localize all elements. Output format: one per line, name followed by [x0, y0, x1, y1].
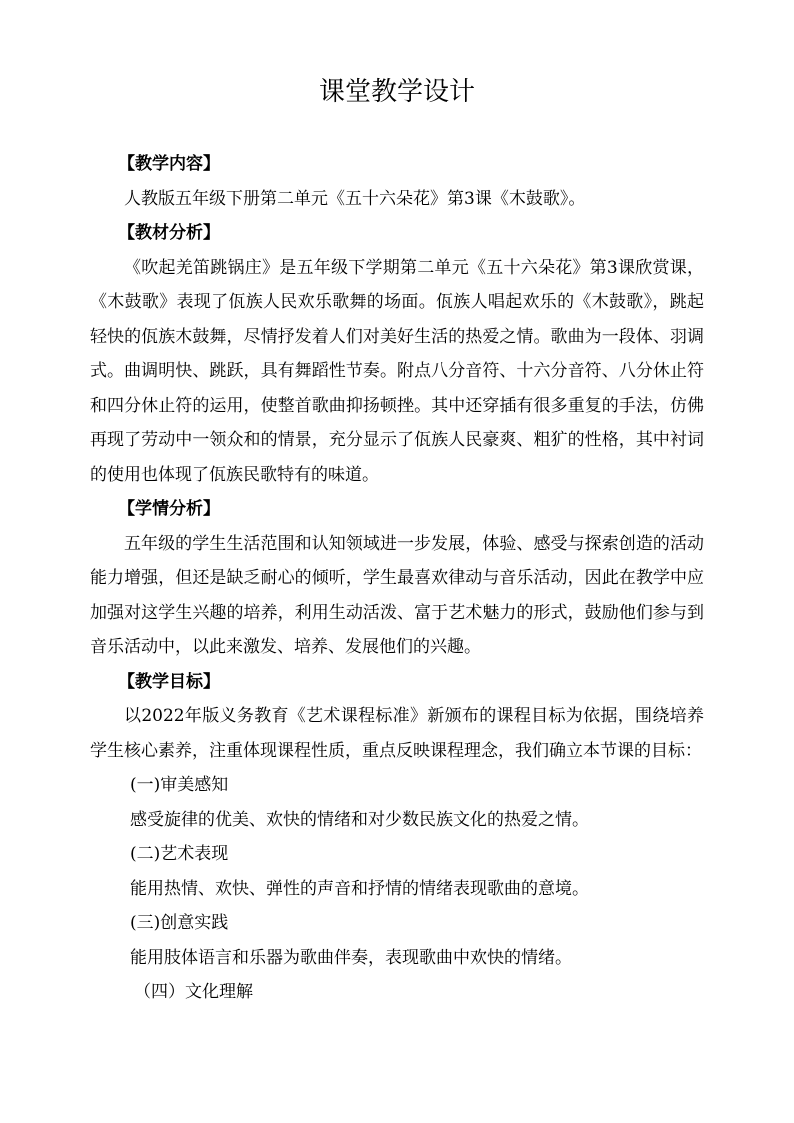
- document-body: [90, 147, 704, 1010]
- section-heading-teaching-content: 【教学内容】: [118, 154, 220, 174]
- student-analysis-text: 五年级的学生生活范围和认知领域进一步发展，体验、感受与探索创造的活动能力增强，但还是缺乏耐心的倾听，学生最喜欢律动与音乐活动，因此在教学中应加强对这学生兴趣的培养，利用生动活泼、富于艺术魅力的形式，鼓励他们参与到音乐活动中，以此来激发、培养、发展他们的兴趣。: [90, 533, 704, 657]
- goal-artistic-expression-text: 能用热情、欢快、弹性的声音和抒情的情绪表现歌曲的意境。: [130, 878, 589, 899]
- document-title: 课堂教学设计: [318, 77, 475, 107]
- goal-cultural-understanding-title: （四）文化理解: [134, 982, 253, 1002]
- goal-aesthetic-perception-text: 感受旋律的优美、欢快的情绪和对少数民族文化的热爱之情。: [130, 809, 589, 830]
- section-heading-student-analysis: 【学情分析】: [118, 499, 220, 519]
- goal-creative-practice-title: (三)创意实践: [130, 913, 229, 933]
- teaching-content-text: 人教版五年级下册第二单元《五十六朵花》第3课《木鼓歌》。: [124, 188, 586, 209]
- goal-aesthetic-perception-title: (一)审美感知: [130, 775, 229, 795]
- section-heading-teaching-goals: 【教学目标】: [118, 671, 220, 692]
- goal-artistic-expression-title: (二)艺术表现: [130, 844, 229, 864]
- section-heading-material-analysis: 【教材分析】: [118, 223, 220, 243]
- material-analysis-text: 《吹起羌笛跳锅庄》是五年级下学期第二单元《五十六朵花》第3课欣赏课，《木鼓歌》表现了佤族人民欢乐歌舞的场面。佤族人唱起欢乐的《木鼓歌》，跳起轻快的佤族木鼓舞，尽情抒发着人们对美好生活的热爱之情。歌曲为一段体、羽调式。曲调明快、跳跃，具有舞蹈性节奏。附点八分音符、十六分音符、八分休止符和四分休止符的运用，使整首歌曲抑扬顿挫。其中还穿插有很多重复的手法，仿佛再现了劳动中一领众和的情景，充分显示了佤族人民豪爽、粗犷的性格，其中衬词的使用也体现了佤族民歌特有的味道。: [90, 257, 704, 485]
- goal-creative-practice-text: 能用肢体语言和乐器为歌曲伴奏，表现歌曲中欢快的情绪。: [130, 947, 572, 968]
- teaching-goals-text: 以2022年版义务教育《艺术课程标准》新颁布的课程目标为依据，围绕培养学生核心素养，注重体现课程性质，重点反映课程理念，我们确立本节课的目标：: [90, 706, 704, 761]
